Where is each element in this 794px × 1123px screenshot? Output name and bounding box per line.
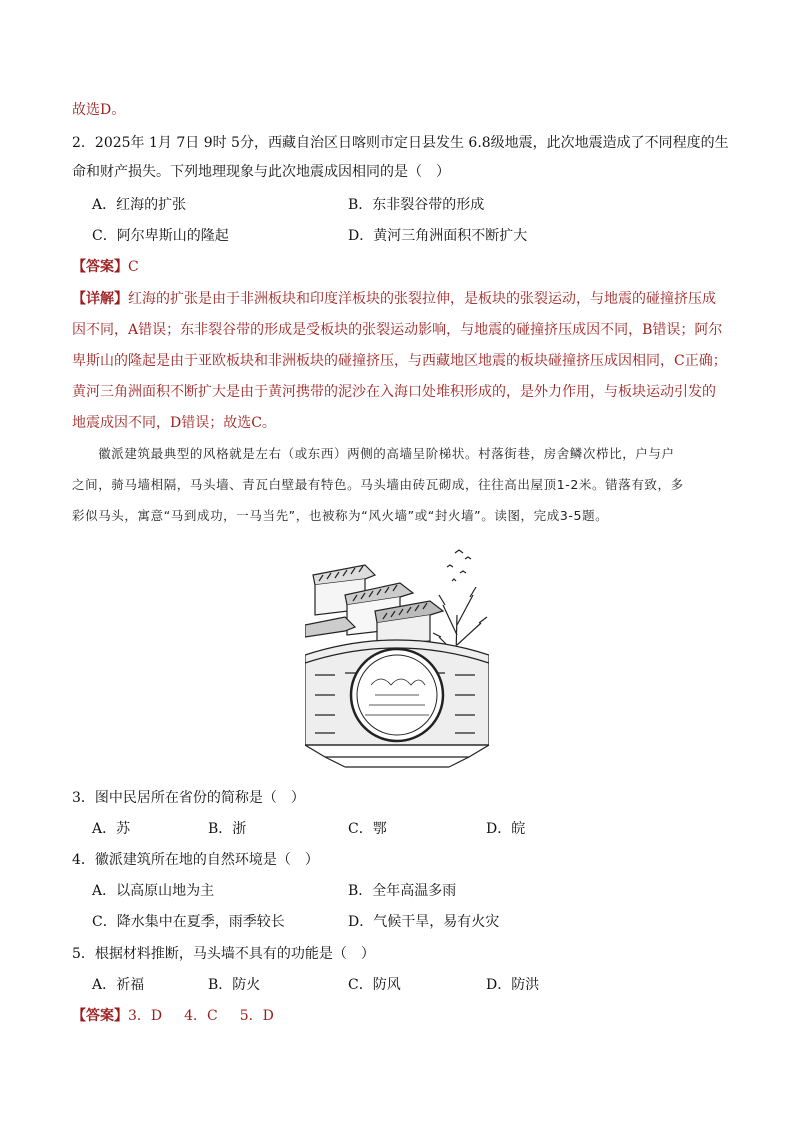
q3-option-c: C．鄂 xyxy=(348,821,387,837)
detail-label: 【详解】 xyxy=(72,291,128,307)
q5-option-b: B．防火 xyxy=(208,977,261,993)
q3-stem: 3．图中民居所在省份的简称是（ ） xyxy=(72,790,305,806)
q5-stem: 5．根据材料推断，马头墙不具有的功能是（ ） xyxy=(72,946,375,962)
q2-option-d: D．黄河三角洲面积不断扩大 xyxy=(348,228,528,244)
q2-detail-line2: 因不同，A错误；东非裂谷带的形成是受板块的张裂运动影响，与地震的碰撞挤压成因不同，B错误；阿尔 xyxy=(72,322,723,338)
answer-value: C xyxy=(128,259,139,275)
q4-option-a: A．以高原山地为主 xyxy=(92,883,215,899)
q2-option-b: B．东非裂谷带的形成 xyxy=(348,197,485,213)
q2-option-a: A．红海的扩张 xyxy=(92,197,187,213)
q2-detail-line3: 卑斯山的隆起是由于亚欧板块和非洲板块的碰撞挤压，与西藏地区地震的板块碰撞挤压成因相同，C正确； xyxy=(72,353,727,369)
passage-line: 彩似马头，寓意“马到成功，一马当先”，也被称为“风火墙”或“封火墙”。读图，完成3-5题。 xyxy=(72,508,609,523)
q4-option-c: C．降水集中在夏季，雨季较长 xyxy=(92,914,285,930)
q2-stem-line2: 命和财产损失。下列地理现象与此次地震成因相同的是（ ） xyxy=(72,164,450,180)
previous-conclusion: 故选D。 xyxy=(72,102,126,118)
q3-option-b: B．浙 xyxy=(208,821,247,837)
answer-q3: 3．D xyxy=(128,1008,163,1024)
q2-answer xyxy=(72,257,139,277)
q3-5-answers xyxy=(72,1006,274,1026)
answer-q4: 4．C xyxy=(184,1008,218,1024)
q2-detail-line1 xyxy=(72,289,716,309)
q5-option-d: D．防洪 xyxy=(486,977,540,993)
q5-option-c: C．防风 xyxy=(348,977,401,993)
answer-label: 【答案】 xyxy=(72,1008,128,1024)
q4-option-b: B．全年高温多雨 xyxy=(348,883,457,899)
q2-detail-line5: 地震成因不同，D错误；故选C。 xyxy=(72,415,276,431)
q4-option-d: D．气候干旱，易有火灾 xyxy=(348,914,500,930)
passage-line: 徽派建筑最典型的风格就是左右（或东西）两侧的高墙呈阶梯状。村落街巷，房舍鳞次栉比，户与户 xyxy=(72,446,675,461)
q2-stem-line1: 2．2025年 1月 7日 9时 5分，西藏自治区日喀则市定日县发生 6.8级地震，此次地震造成了不同程度的生 xyxy=(72,135,729,151)
passage-line: 之间，骑马墙相隔，马头墙、青瓦白壁最有特色。马头墙由砖瓦砌成，往往高出屋顶1-2米。错落有致，多 xyxy=(72,477,684,492)
detail-text: 红海的扩张是由于非洲板块和印度洋板块的张裂拉伸，是板块的张裂运动，与地震的碰撞挤压成 xyxy=(128,291,716,307)
huizhou-architecture-illustration xyxy=(305,545,489,773)
q2-detail-line4: 黄河三角洲面积不断扩大是由于黄河携带的泥沙在入海口处堆积形成的，是外力作用，与板块运动引发的 xyxy=(72,384,716,400)
q4-stem: 4．徽派建筑所在地的自然环境是（ ） xyxy=(72,852,319,868)
q2-option-c: C．阿尔卑斯山的隆起 xyxy=(92,228,229,244)
answer-q5: 5．D xyxy=(239,1008,274,1024)
answer-label: 【答案】 xyxy=(72,259,128,275)
q3-option-a: A．苏 xyxy=(92,821,131,837)
q5-option-a: A．祈福 xyxy=(92,977,145,993)
q3-option-d: D．皖 xyxy=(486,821,526,837)
passage xyxy=(72,438,724,531)
